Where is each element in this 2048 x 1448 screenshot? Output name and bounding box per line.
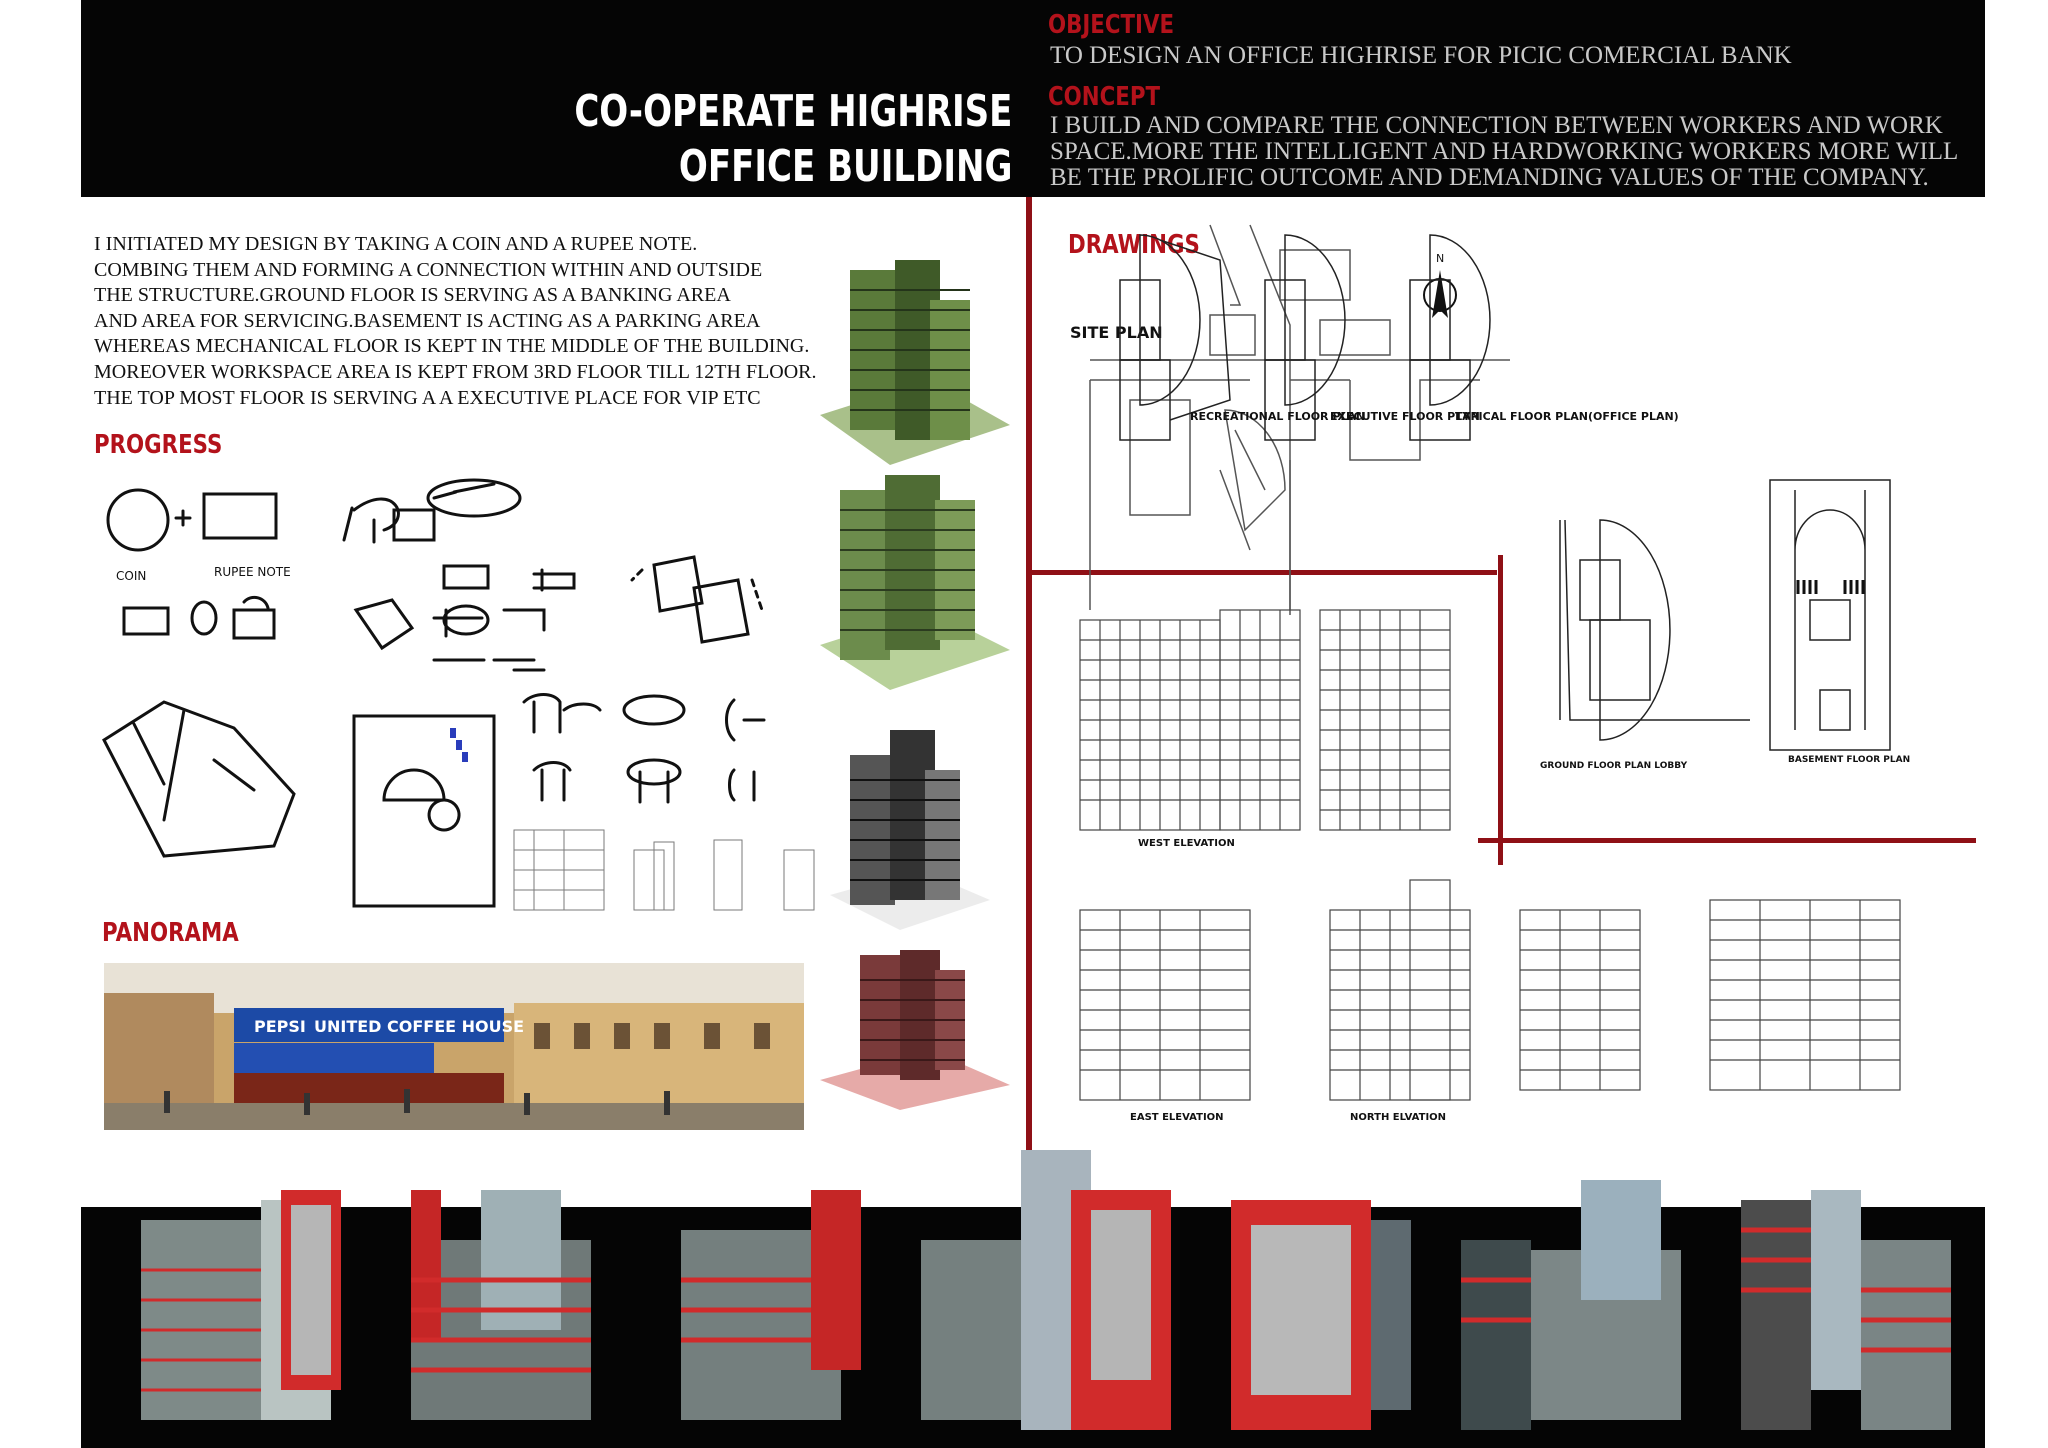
title-line-2: OFFICE BUILDING xyxy=(678,141,1012,192)
title-line-1: CO-OPERATE HIGHRISE xyxy=(573,86,1012,137)
panorama-photo xyxy=(104,963,804,1130)
east-elevation-label: EAST ELEVATION xyxy=(1130,1112,1224,1123)
east-elevation xyxy=(1080,910,1250,1100)
progress-sketches xyxy=(94,470,824,920)
drawings-heading: DRAWINGS xyxy=(1068,230,1200,260)
site-plan-label: SITE PLAN xyxy=(1070,323,1163,342)
ground-floor-label: GROUND FLOOR PLAN LOBBY xyxy=(1540,761,1688,771)
section-drawing-2 xyxy=(1710,900,1900,1090)
executive-label: EXECUTIVE FLOOR PLAN xyxy=(1330,410,1480,423)
drawings-panel xyxy=(1060,220,1980,1140)
panorama-sign-brand: PEPSI xyxy=(254,1017,306,1036)
panorama-heading: PANORAMA xyxy=(102,918,239,948)
render-6 xyxy=(1461,1180,1681,1430)
intro-line: THE STRUCTURE.GROUND FLOOR IS SERVING AS A BANKING AREA xyxy=(94,284,731,307)
note-sketch xyxy=(204,494,276,538)
basement-label: BASEMENT FLOOR PLAN xyxy=(1788,755,1911,765)
concept-line-3: BE THE PROLIFIC OUTCOME AND DEMANDING VALUES OF THE COMPANY. xyxy=(1050,164,1929,191)
intro-line: WHEREAS MECHANICAL FLOOR IS KEPT IN THE MIDDLE OF THE BUILDING. xyxy=(94,335,810,358)
objective-text: TO DESIGN AN OFFICE HIGHRISE FOR PICIC COMERCIAL BANK xyxy=(1050,42,1792,69)
concept-line-1: I BUILD AND COMPARE THE CONNECTION BETWEEN WORKERS AND WORK xyxy=(1050,112,1943,139)
intro-paragraph xyxy=(94,232,817,411)
intro-line: I INITIATED MY DESIGN BY TAKING A COIN AND A RUPEE NOTE. xyxy=(94,233,698,255)
coin-sketch xyxy=(108,490,168,550)
north-elevation-label: NORTH ELVATION xyxy=(1350,1112,1447,1123)
render-1 xyxy=(141,1190,341,1420)
basement-floor-plan xyxy=(1770,480,1890,750)
concept-text xyxy=(1050,113,1958,191)
ground-floor-plan xyxy=(1560,520,1750,740)
intro-line: MOREOVER WORKSPACE AREA IS KEPT FROM 3RD FLOOR TILL 12TH FLOOR. xyxy=(94,360,817,383)
west-elevation-label: WEST ELEVATION xyxy=(1138,838,1235,849)
render-5 xyxy=(1231,1200,1411,1430)
intro-line: COMBING THEM AND FORMING A CONNECTION WITHIN AND OUTSIDE xyxy=(94,258,763,281)
coin-label: COIN xyxy=(116,569,147,583)
west-elevation xyxy=(1080,610,1450,830)
concept-heading: CONCEPT xyxy=(1048,82,1160,112)
typical-label: TYPICAL FLOOR PLAN(OFFICE PLAN) xyxy=(1455,410,1679,423)
render-7 xyxy=(1741,1190,1951,1430)
north-arrow xyxy=(1424,252,1456,318)
north-elevation xyxy=(1330,880,1470,1100)
note-label: RUPEE NOTE xyxy=(214,565,291,579)
recreational-label: RECREATIONAL FLOOR PLAN xyxy=(1190,410,1366,423)
progress-heading: PROGRESS xyxy=(94,430,223,460)
panorama-sign-main: UNITED COFFEE HOUSE xyxy=(314,1017,525,1036)
section-drawing-1 xyxy=(1520,910,1640,1090)
model-renders-column xyxy=(810,250,1020,1110)
render-3 xyxy=(681,1190,861,1420)
render-4 xyxy=(921,1150,1171,1430)
concept-line-2: SPACE.MORE THE INTELLIGENT AND HARDWORKING WORKERS MORE WILL xyxy=(1050,138,1959,165)
svg-text:N: N xyxy=(1436,252,1445,265)
intro-line: THE TOP MOST FLOOR IS SERVING A A EXECUTIVE PLACE FOR VIP ETC xyxy=(94,386,761,409)
intro-line: AND AREA FOR SERVICING.BASEMENT IS ACTING AS A PARKING AREA xyxy=(94,309,761,332)
objective-heading: OBJECTIVE xyxy=(1048,10,1175,40)
render-2 xyxy=(411,1190,591,1420)
render-models xyxy=(81,1130,1985,1448)
page-title xyxy=(574,84,1012,194)
